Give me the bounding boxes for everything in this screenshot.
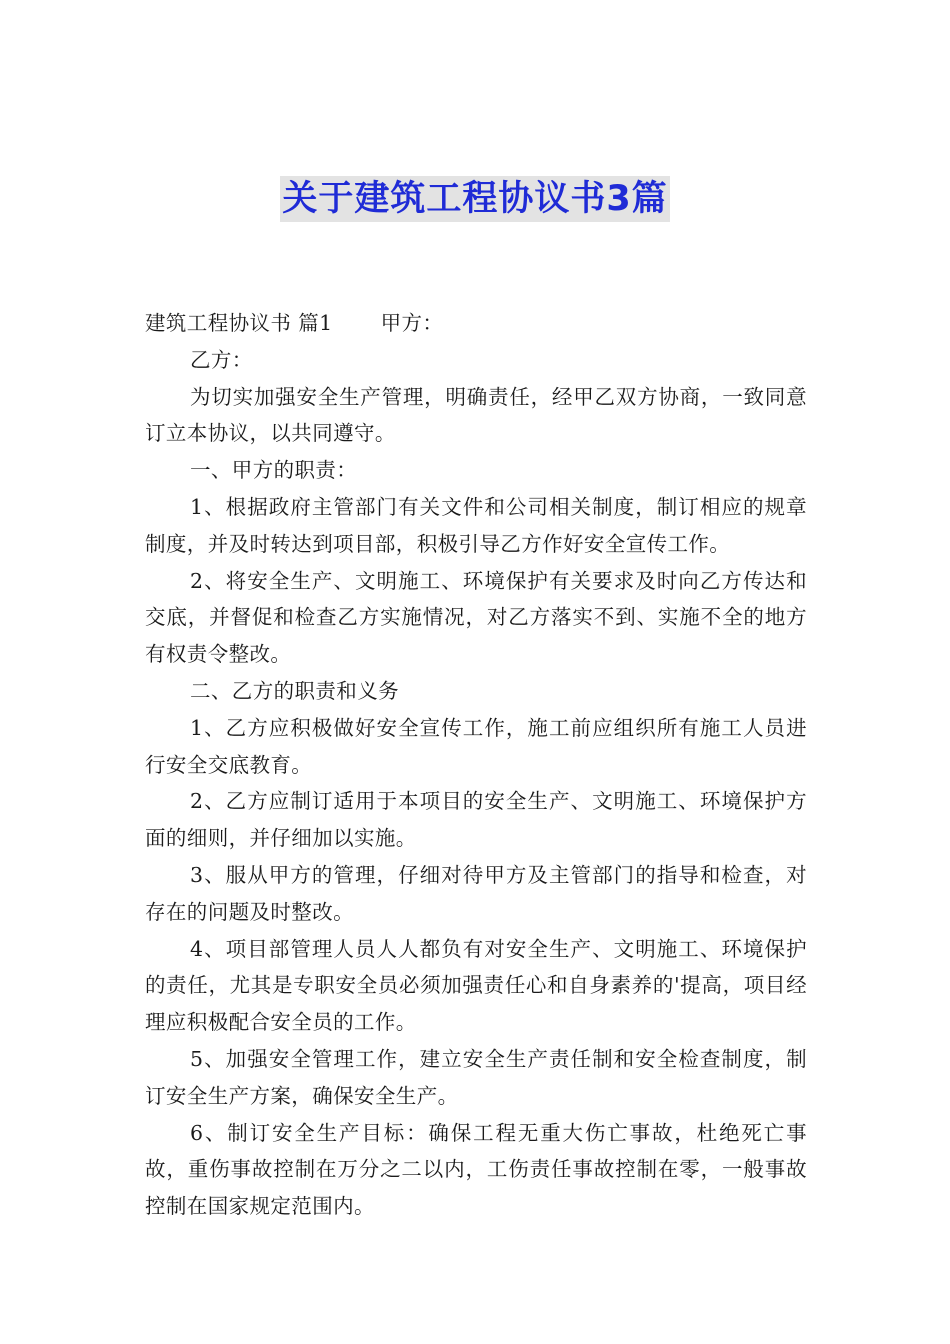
paragraph-b-duty-3: 3、服从甲方的管理，仔细对待甲方及主管部门的指导和检查，对存在的问题及时整改。 <box>145 862 807 924</box>
heading-gap <box>333 305 381 342</box>
paragraph-b-duty-5: 5、加强安全管理工作，建立安全生产责任制和安全检查制度，制订安全生产方案，确保安全生产。 <box>145 1046 807 1108</box>
section-heading-party-b-duties: 二、乙方的职责和义务 <box>190 678 399 703</box>
party-a-label: 甲方： <box>380 311 444 335</box>
section-heading-party-a-duties: 一、甲方的职责： <box>190 458 358 483</box>
paragraph-a-duty-2: 2、将安全生产、文明施工、环境保护有关要求及时向乙方传达和交底，并督促和检查乙方实施情况，对乙方落实不到、实施不全的地方有权责令整改。 <box>145 568 807 667</box>
document-body <box>145 305 807 1225</box>
section-heading: 建筑工程协议书 篇1 <box>145 311 333 335</box>
section-heading-line <box>145 305 807 342</box>
paragraph-b-duty-2: 2、乙方应制订适用于本项目的安全生产、文明施工、环境保护方面的细则，并仔细加以实施。 <box>145 789 807 851</box>
paragraph-b-duty-6: 6、制订安全生产目标：确保工程无重大伤亡事故，杜绝死亡事故，重伤事故控制在万分之二以内，工伤责任事故控制在零，一般事故控制在国家规定范围内。 <box>145 1120 807 1219</box>
paragraph-intro: 为切实加强安全生产管理，明确责任，经甲乙双方协商，一致同意订立本协议，以共同遵守。 <box>145 384 807 446</box>
title-container <box>0 176 950 222</box>
document-title: 关于建筑工程协议书3篇 <box>280 176 669 222</box>
paragraph-b-duty-4: 4、项目部管理人员人人都负有对安全生产、文明施工、环境保护的责任，尤其是专职安全员必须加强责任心和自身素养的'提高，项目经理应积极配合安全员的工作。 <box>145 936 807 1035</box>
paragraph-a-duty-1: 1、根据政府主管部门有关文件和公司相关制度，制订相应的规章制度，并及时转达到项目部，积极引导乙方作好安全宣传工作。 <box>145 494 807 556</box>
paragraph-b-duty-1: 1、乙方应积极做好安全宣传工作，施工前应组织所有施工人员进行安全交底教育。 <box>145 715 807 777</box>
paragraph-party-b: 乙方： <box>190 347 253 372</box>
